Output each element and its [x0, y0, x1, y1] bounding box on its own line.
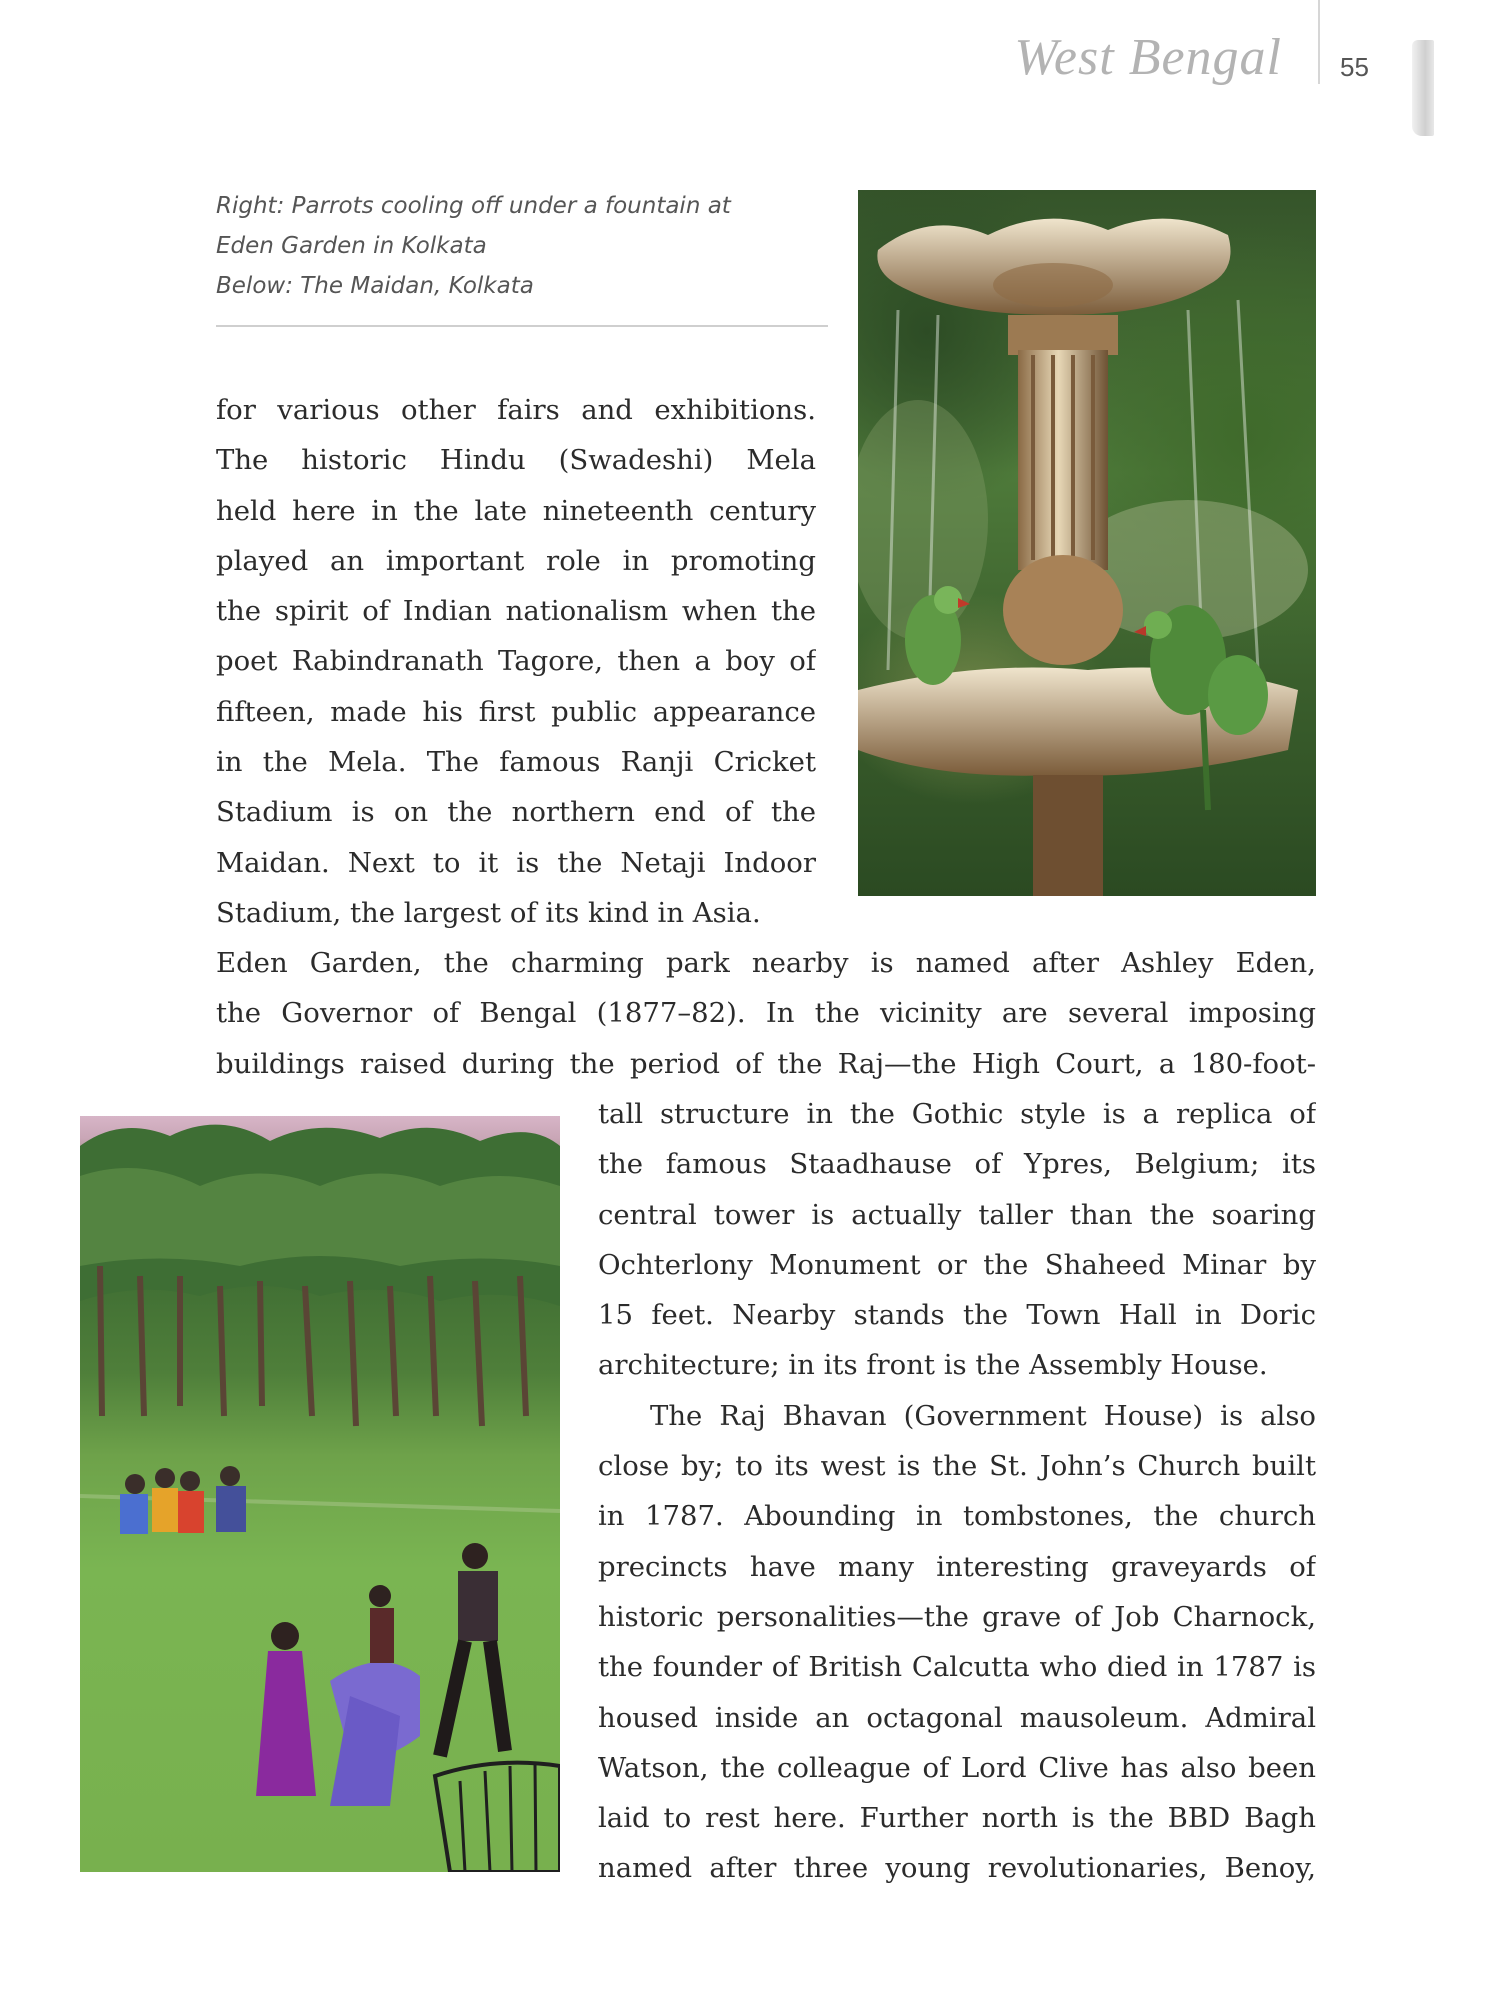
- caption-line: Eden Garden in Kolkata: [216, 233, 487, 259]
- caption-line: Right: Parrots cooling off under a fountain at: [216, 193, 731, 219]
- text-line: for various other fairs and exhibitions.: [216, 394, 816, 426]
- text-line: in the Mela. The famous Ranji Cricket: [216, 746, 816, 779]
- body-full-width: [216, 938, 1316, 1089]
- fountain-parrots-photo: [858, 190, 1316, 896]
- text-line: architecture; in its front is the Assembly House.: [598, 1349, 1268, 1382]
- text-line: tall structure in the Gothic style is a replica of: [598, 1098, 1316, 1130]
- text-line: named after three young revolutionaries, Benoy,: [598, 1852, 1316, 1885]
- text-line: central tower is actually taller than the soaring: [598, 1198, 1316, 1231]
- page-edge-shadow: [1412, 40, 1434, 136]
- maidan-photo: [80, 1116, 560, 1872]
- running-title: West Bengal: [1014, 29, 1282, 86]
- text-line: Stadium, the largest of its kind in Asia.: [216, 896, 761, 929]
- text-line: the famous Staadhause of Ypres, Belgium; its: [598, 1148, 1316, 1181]
- text-line: housed inside an octagonal mausoleum. Admiral: [598, 1701, 1316, 1734]
- text-line: close by; to its west is the St. John’s Church built: [598, 1450, 1316, 1483]
- text-line: historic personalities—the grave of Job Charnock,: [598, 1600, 1316, 1633]
- maidan-illustration: [80, 1116, 560, 1872]
- text-line: held here in the late nineteenth century: [216, 494, 816, 527]
- caption-divider: [216, 325, 828, 327]
- text-line: 15 feet. Nearby stands the Town Hall in Doric: [598, 1299, 1316, 1332]
- text-line: precincts have many interesting graveyards of: [598, 1550, 1316, 1583]
- header-divider: [1318, 0, 1320, 84]
- text-line: laid to rest here. Further north is the BBD Bagh: [598, 1802, 1316, 1835]
- text-line: Maidan. Next to it is the Netaji Indoor: [216, 846, 816, 879]
- photo-caption: [216, 186, 816, 306]
- body-column-lower: [598, 1089, 1316, 1894]
- page-number: 55: [1340, 52, 1369, 82]
- text-line: fifteen, made his first public appearance: [216, 695, 816, 728]
- text-line: in 1787. Abounding in tombstones, the church: [598, 1500, 1316, 1533]
- caption-line: Below: The Maidan, Kolkata: [216, 273, 534, 299]
- text-line: the founder of British Calcutta who died in 1787 is: [598, 1651, 1316, 1684]
- text-line: The historic Hindu (Swadeshi) Mela: [216, 444, 816, 477]
- fountain-illustration: [858, 190, 1316, 896]
- text-line: Watson, the colleague of Lord Clive has also been: [598, 1751, 1316, 1784]
- text-line: poet Rabindranath Tagore, then a boy of: [216, 645, 816, 678]
- text-line: played an important role in promoting: [216, 544, 816, 577]
- text-line: the Governor of Bengal (1877–82). In the vicinity are several imposing: [216, 997, 1316, 1030]
- text-line: the spirit of Indian nationalism when the: [216, 595, 816, 628]
- text-line: Stadium is on the northern end of the: [216, 796, 816, 829]
- paragraph-start-line: The Raj Bhavan (Government House) is also: [650, 1399, 1316, 1432]
- text-line: buildings raised during the period of the Raj—the High Court, a 180-foot-: [216, 1047, 1316, 1080]
- body-column-upper: [216, 385, 816, 938]
- text-line: Eden Garden, the charming park nearby is named after Ashley Eden,: [216, 947, 1316, 979]
- text-line: Ochterlony Monument or the Shaheed Minar by: [598, 1248, 1316, 1281]
